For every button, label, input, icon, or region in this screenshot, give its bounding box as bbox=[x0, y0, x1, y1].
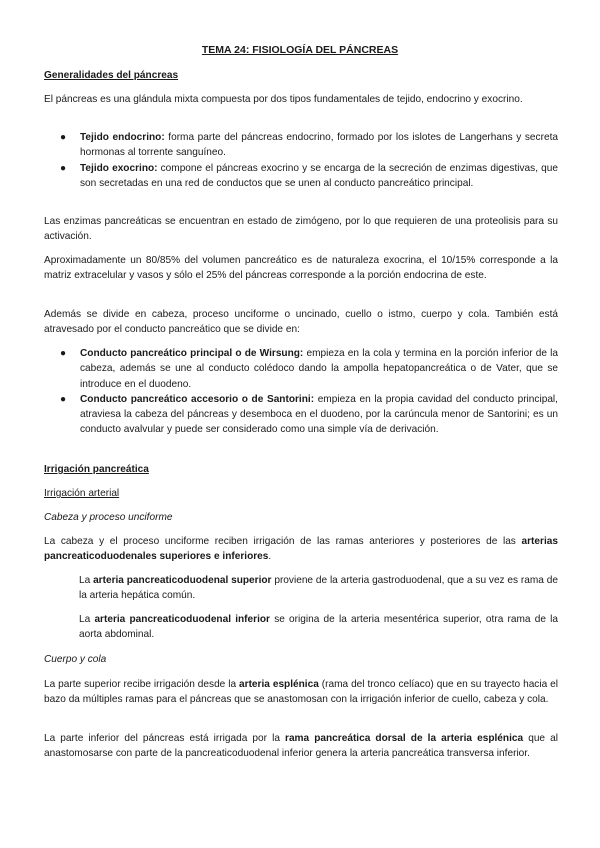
body-paragraph-2-text: que al anastomosarse con parte de la pancreaticoduodenal inferior genera la arteria pancreática transversa inferior. bbox=[44, 733, 558, 760]
superior-artery-pre: La bbox=[79, 575, 94, 586]
list-item bbox=[44, 346, 558, 392]
page-title: TEMA 24: FISIOLOGÍA DEL PÁNCREAS bbox=[201, 44, 399, 56]
term-wirsung-text: empieza en la cola y termina en la porción inferior de la cabeza, además se une al conducto colédoco dando la ampolla hepatopancreática o de Vater, que se introduce en el duodeno. bbox=[80, 348, 558, 390]
superior-artery-bold: arteria pancreaticoduodenal superior bbox=[93, 575, 272, 586]
head-paragraph bbox=[44, 534, 558, 565]
term-santorini: Conducto pancreático accesorio o de Santorini: bbox=[80, 393, 315, 405]
intro-paragraph: El páncreas es una glándula mixta compuesta por dos tipos fundamentales de tejido, endocrino y exocrino. bbox=[44, 94, 523, 105]
volume-paragraph: Aproximadamente un 80/85% del volumen pancreático es de naturaleza exocrina, el 10/15% corresponde a la matriz extracelular y vasos y sólo el 25% del páncreas corresponde a la porción endocrina de este. bbox=[44, 255, 558, 282]
section-heading-irrigacion: Irrigación pancreática bbox=[44, 464, 149, 475]
parts-paragraph: Además se divide en cabeza, proceso unciforme o uncinado, cuello o istmo, cuerpo y cola. También está atravesado por el conducto pancreático que se divide en: bbox=[44, 309, 558, 336]
label-cuerpo-cola: Cuerpo y cola bbox=[44, 654, 107, 665]
list-item bbox=[44, 130, 558, 161]
ducts-list bbox=[44, 346, 558, 438]
body-paragraph-2 bbox=[44, 731, 558, 762]
body-paragraph-1 bbox=[44, 677, 558, 708]
bullet-icon: ● bbox=[60, 162, 67, 174]
term-endocrine: Tejido endocrino: bbox=[80, 132, 165, 143]
superior-artery-text: proviene de la arteria gastroduodenal, que a su vez es rama de la arteria hepática común. bbox=[79, 575, 558, 602]
enzymes-paragraph: Las enzimas pancreáticas se encuentran en estado de zimógeno, por lo que requieren de una proteolisis para su activación. bbox=[44, 216, 558, 243]
term-exocrine: Tejido exocrino: bbox=[80, 162, 158, 174]
list-item bbox=[44, 161, 558, 192]
inferior-artery-paragraph bbox=[79, 612, 558, 643]
head-paragraph-text: La cabeza y el proceso unciforme reciben irrigación de las ramas anteriores y posteriores de las bbox=[44, 536, 522, 547]
bullet-icon: ● bbox=[60, 132, 67, 143]
body-paragraph-1-text: (rama del tronco celíaco) que en su trayecto hacia el bazo da múltiples ramas para el páncreas que se anastomosan con la irrigación inferior de cuello, cabeza y cola. bbox=[44, 679, 558, 706]
body-paragraph-2-bold: rama pancreática dorsal de la arteria esplénica bbox=[285, 733, 524, 744]
superior-artery-paragraph bbox=[79, 573, 558, 604]
body-paragraph-2-pre: La parte inferior del páncreas está irrigada por la bbox=[44, 733, 286, 744]
subheading-irrigacion-arterial: Irrigación arterial bbox=[44, 488, 120, 499]
head-paragraph-end: . bbox=[268, 551, 272, 563]
tissue-list bbox=[44, 130, 558, 191]
inferior-artery-pre: La bbox=[79, 614, 95, 625]
term-endocrine-text: forma parte del páncreas endocrino, formado por los islotes de Langerhans y secreta hormonas al torrente sanguíneo. bbox=[80, 132, 558, 159]
term-wirsung: Conducto pancreático principal o de Wirsung: bbox=[80, 348, 304, 359]
bullet-icon: ● bbox=[60, 348, 67, 359]
label-cabeza: Cabeza y proceso unciforme bbox=[44, 512, 173, 523]
list-item bbox=[44, 392, 558, 438]
term-exocrine-text: compone el páncreas exocrino y se encarga de la secreción de enzimas digestivas, que son secretadas en una red de conductos que se unen al conducto pancreático principal. bbox=[80, 162, 558, 189]
body-paragraph-1-pre: La parte superior recibe irrigación desde la bbox=[44, 679, 240, 690]
term-santorini-text: empieza en la propia cavidad del conducto principal, atraviesa la cabeza del páncreas y desemboca en el duodeno, por la carúncula menor de Santorini; es un conducto avalvular y puede ser considerado como una simple vía de derivación. bbox=[80, 393, 558, 436]
section-heading-generalidades: Generalidades del páncreas bbox=[44, 70, 179, 81]
inferior-artery-bold: arteria pancreaticoduodenal inferior bbox=[94, 614, 270, 625]
head-paragraph-bold: arterias pancreaticoduodenales superiores e inferiores bbox=[44, 536, 558, 563]
bullet-icon: ● bbox=[60, 393, 67, 405]
inferior-artery-text: se origina de la arteria mesentérica superior, otra rama de la aorta abdominal. bbox=[79, 614, 559, 641]
body-paragraph-1-bold: arteria esplénica bbox=[239, 679, 319, 690]
